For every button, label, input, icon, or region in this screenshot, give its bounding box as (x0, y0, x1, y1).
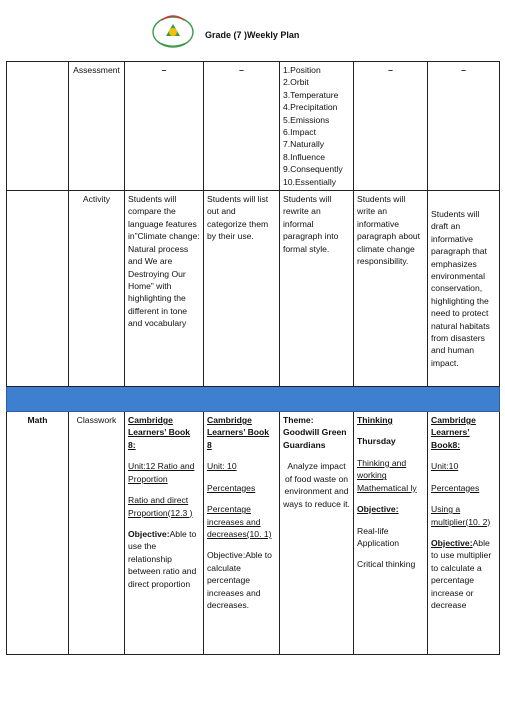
objective-value: Able to use multiplier to calculate a percentage increase or decrease (431, 537, 492, 610)
subject-cell-empty (7, 191, 69, 387)
separator-band (7, 387, 500, 412)
vocab-item: 7.Naturally (283, 139, 325, 150)
assessment-cell-2: – (204, 62, 280, 191)
assessment-cell-5: – (428, 62, 500, 191)
activity-cell-2: Students will list out and categorize them by their use. (204, 191, 280, 387)
type-cell: Classwork (69, 412, 125, 655)
objective-label: Objective: (128, 528, 170, 539)
topic-text: Percentages (431, 482, 480, 493)
vocab-item: 1.Position (283, 65, 321, 75)
math-cell-4 (354, 412, 428, 655)
unit-text: Unit:10 (431, 461, 459, 472)
topic-text: Ratio and direct Proportion(12.3 ) (128, 495, 193, 518)
objective-value: Able to use the relationship between ratio and direct proportion (128, 528, 197, 589)
objective-label: Objective: (357, 504, 399, 515)
type-cell: Activity (69, 191, 125, 387)
school-logo (150, 12, 196, 52)
vocab-item: 5.Emissions (283, 114, 330, 125)
subject-cell-empty (7, 62, 69, 191)
vocab-item: 6.Impact (283, 127, 316, 138)
theme-title: Goodwill Green Guardians (283, 427, 347, 450)
type-cell: Assessment (69, 62, 125, 191)
book-title: Cambridge Learners’ Book8: (431, 415, 476, 450)
assessment-cell-4: – (354, 62, 428, 191)
math-cell-3 (280, 412, 354, 655)
unit-text: Unit:12 Ratio and Proportion (128, 461, 195, 484)
math-row (7, 412, 500, 655)
objective-text (128, 528, 200, 590)
lesson-text: Percentage increases and decreases(10. 1) (207, 504, 272, 539)
separator-band-cell (7, 387, 500, 412)
vocab-item: 10.Essentially (283, 176, 337, 187)
objective-text (431, 537, 496, 611)
topic-text: Percentages (207, 482, 256, 493)
vocab-item: 4.Precipitation (283, 102, 338, 113)
subject-cell: Math (7, 412, 69, 655)
page-title: Grade (7 )Weekly Plan (205, 30, 300, 40)
vocab-list (280, 62, 354, 191)
objective-item: Real-life Application (357, 525, 400, 548)
activity-cell-5: Students will draft an informative paragraph that emphasizes environmental conservation, highlighting the need to protect natural habitats from disasters and human impact. (428, 191, 500, 387)
weekly-plan-table (6, 61, 500, 655)
activity-cell-1: Students will compare the language features in”Climate change: Natural process and We are Destroying Our Home” with highlighting the different in tone and vocabulary (125, 191, 204, 387)
vocab-item: 3.Temperature (283, 89, 339, 100)
objective-text: Objective:Able to calculate percentage increases and decreases. (207, 550, 272, 610)
unit-text: Unit: 10 (207, 461, 237, 472)
objective-item: Critical thinking (357, 559, 416, 570)
vocab-item: 8.Influence (283, 151, 326, 162)
theme-text: Analyze impact of food waste on environment and ways to reduce it. (283, 461, 350, 509)
objective-label: Objective: (431, 537, 473, 548)
theme-label: Theme: (283, 415, 314, 426)
book-title: Cambridge Learners’ Book 8 (207, 415, 270, 450)
activity-cell-3: Students will rewrite an informal paragraph into formal style. (280, 191, 354, 387)
activity-row (7, 191, 500, 387)
thinking-link: Thinking and working Mathematical ly (357, 457, 417, 493)
assessment-row (7, 62, 500, 191)
assessment-cell-1: – (125, 62, 204, 191)
math-cell-1 (125, 412, 204, 655)
book-title: Cambridge Learners’ Book 8: (128, 415, 191, 450)
thinking-heading: Thinking (357, 415, 393, 426)
activity-cell-4: Students will write an informative paragraph about climate change responsibility. (354, 191, 428, 387)
vocab-item: 2.Orbit (283, 77, 309, 88)
math-cell-2 (204, 412, 280, 655)
lesson-text: Using a multiplier(10. 2) (431, 504, 491, 527)
day-text: Thursday (357, 436, 396, 447)
vocab-item: 9.Consequently (283, 164, 343, 175)
math-cell-5 (428, 412, 500, 655)
